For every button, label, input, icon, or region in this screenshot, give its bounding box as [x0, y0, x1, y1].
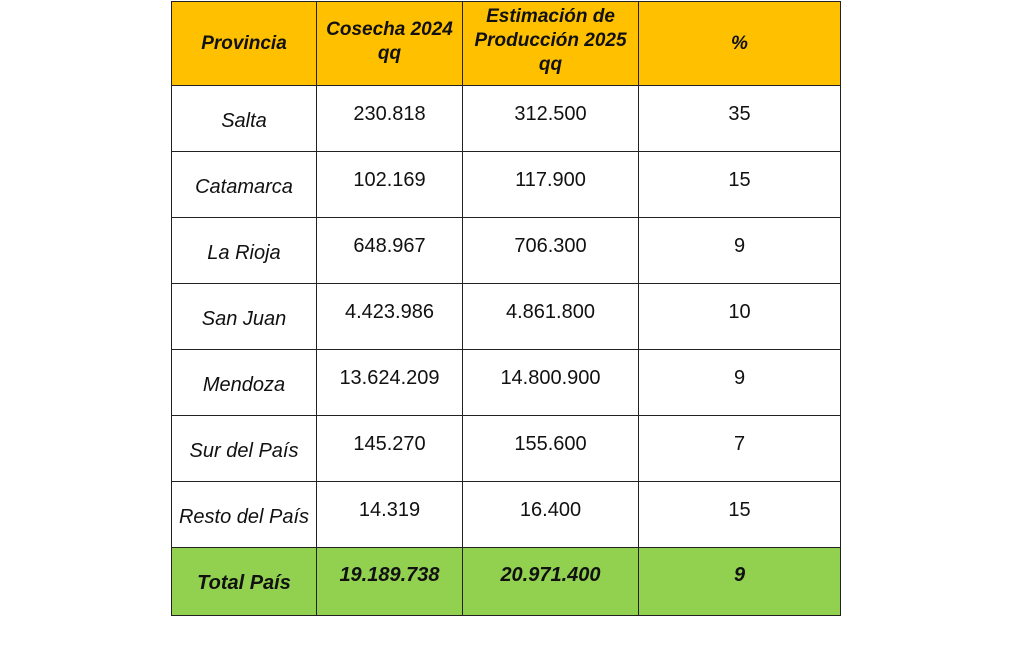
- cell-estimate-2025: 155.600: [463, 416, 639, 482]
- cell-harvest-2024: 14.319: [317, 482, 463, 548]
- cell-province: La Rioja: [172, 218, 317, 284]
- cell-estimate-2025: 312.500: [463, 86, 639, 152]
- total-percent: 9: [639, 548, 841, 616]
- table-row: [172, 284, 841, 350]
- table-row: [172, 152, 841, 218]
- production-table: [171, 1, 841, 616]
- cell-harvest-2024: 13.624.209: [317, 350, 463, 416]
- cell-percent: 7: [639, 416, 841, 482]
- header-percent: %: [639, 2, 841, 86]
- table-row: [172, 482, 841, 548]
- total-estimate-2025: 20.971.400: [463, 548, 639, 616]
- cell-percent: 15: [639, 152, 841, 218]
- total-harvest-2024: 19.189.738: [317, 548, 463, 616]
- cell-harvest-2024: 230.818: [317, 86, 463, 152]
- header-row: [172, 2, 841, 86]
- header-estimate-2025: Estimación de Producción 2025 qq: [463, 2, 639, 86]
- cell-estimate-2025: 706.300: [463, 218, 639, 284]
- cell-percent: 9: [639, 350, 841, 416]
- cell-province: Catamarca: [172, 152, 317, 218]
- total-label: Total País: [172, 548, 317, 616]
- cell-percent: 9: [639, 218, 841, 284]
- total-row: [172, 548, 841, 616]
- production-table-container: [171, 1, 841, 616]
- cell-percent: 35: [639, 86, 841, 152]
- cell-percent: 10: [639, 284, 841, 350]
- header-harvest-2024: Cosecha 2024 qq: [317, 2, 463, 86]
- table-row: [172, 350, 841, 416]
- cell-estimate-2025: 117.900: [463, 152, 639, 218]
- cell-estimate-2025: 4.861.800: [463, 284, 639, 350]
- table-row: [172, 416, 841, 482]
- header-province: Provincia: [172, 2, 317, 86]
- cell-percent: 15: [639, 482, 841, 548]
- cell-province: Salta: [172, 86, 317, 152]
- cell-estimate-2025: 16.400: [463, 482, 639, 548]
- cell-province: Sur del País: [172, 416, 317, 482]
- table-row: [172, 218, 841, 284]
- cell-province: Resto del País: [172, 482, 317, 548]
- cell-harvest-2024: 145.270: [317, 416, 463, 482]
- table-row: [172, 86, 841, 152]
- cell-estimate-2025: 14.800.900: [463, 350, 639, 416]
- cell-harvest-2024: 648.967: [317, 218, 463, 284]
- cell-harvest-2024: 102.169: [317, 152, 463, 218]
- cell-harvest-2024: 4.423.986: [317, 284, 463, 350]
- cell-province: Mendoza: [172, 350, 317, 416]
- cell-province: San Juan: [172, 284, 317, 350]
